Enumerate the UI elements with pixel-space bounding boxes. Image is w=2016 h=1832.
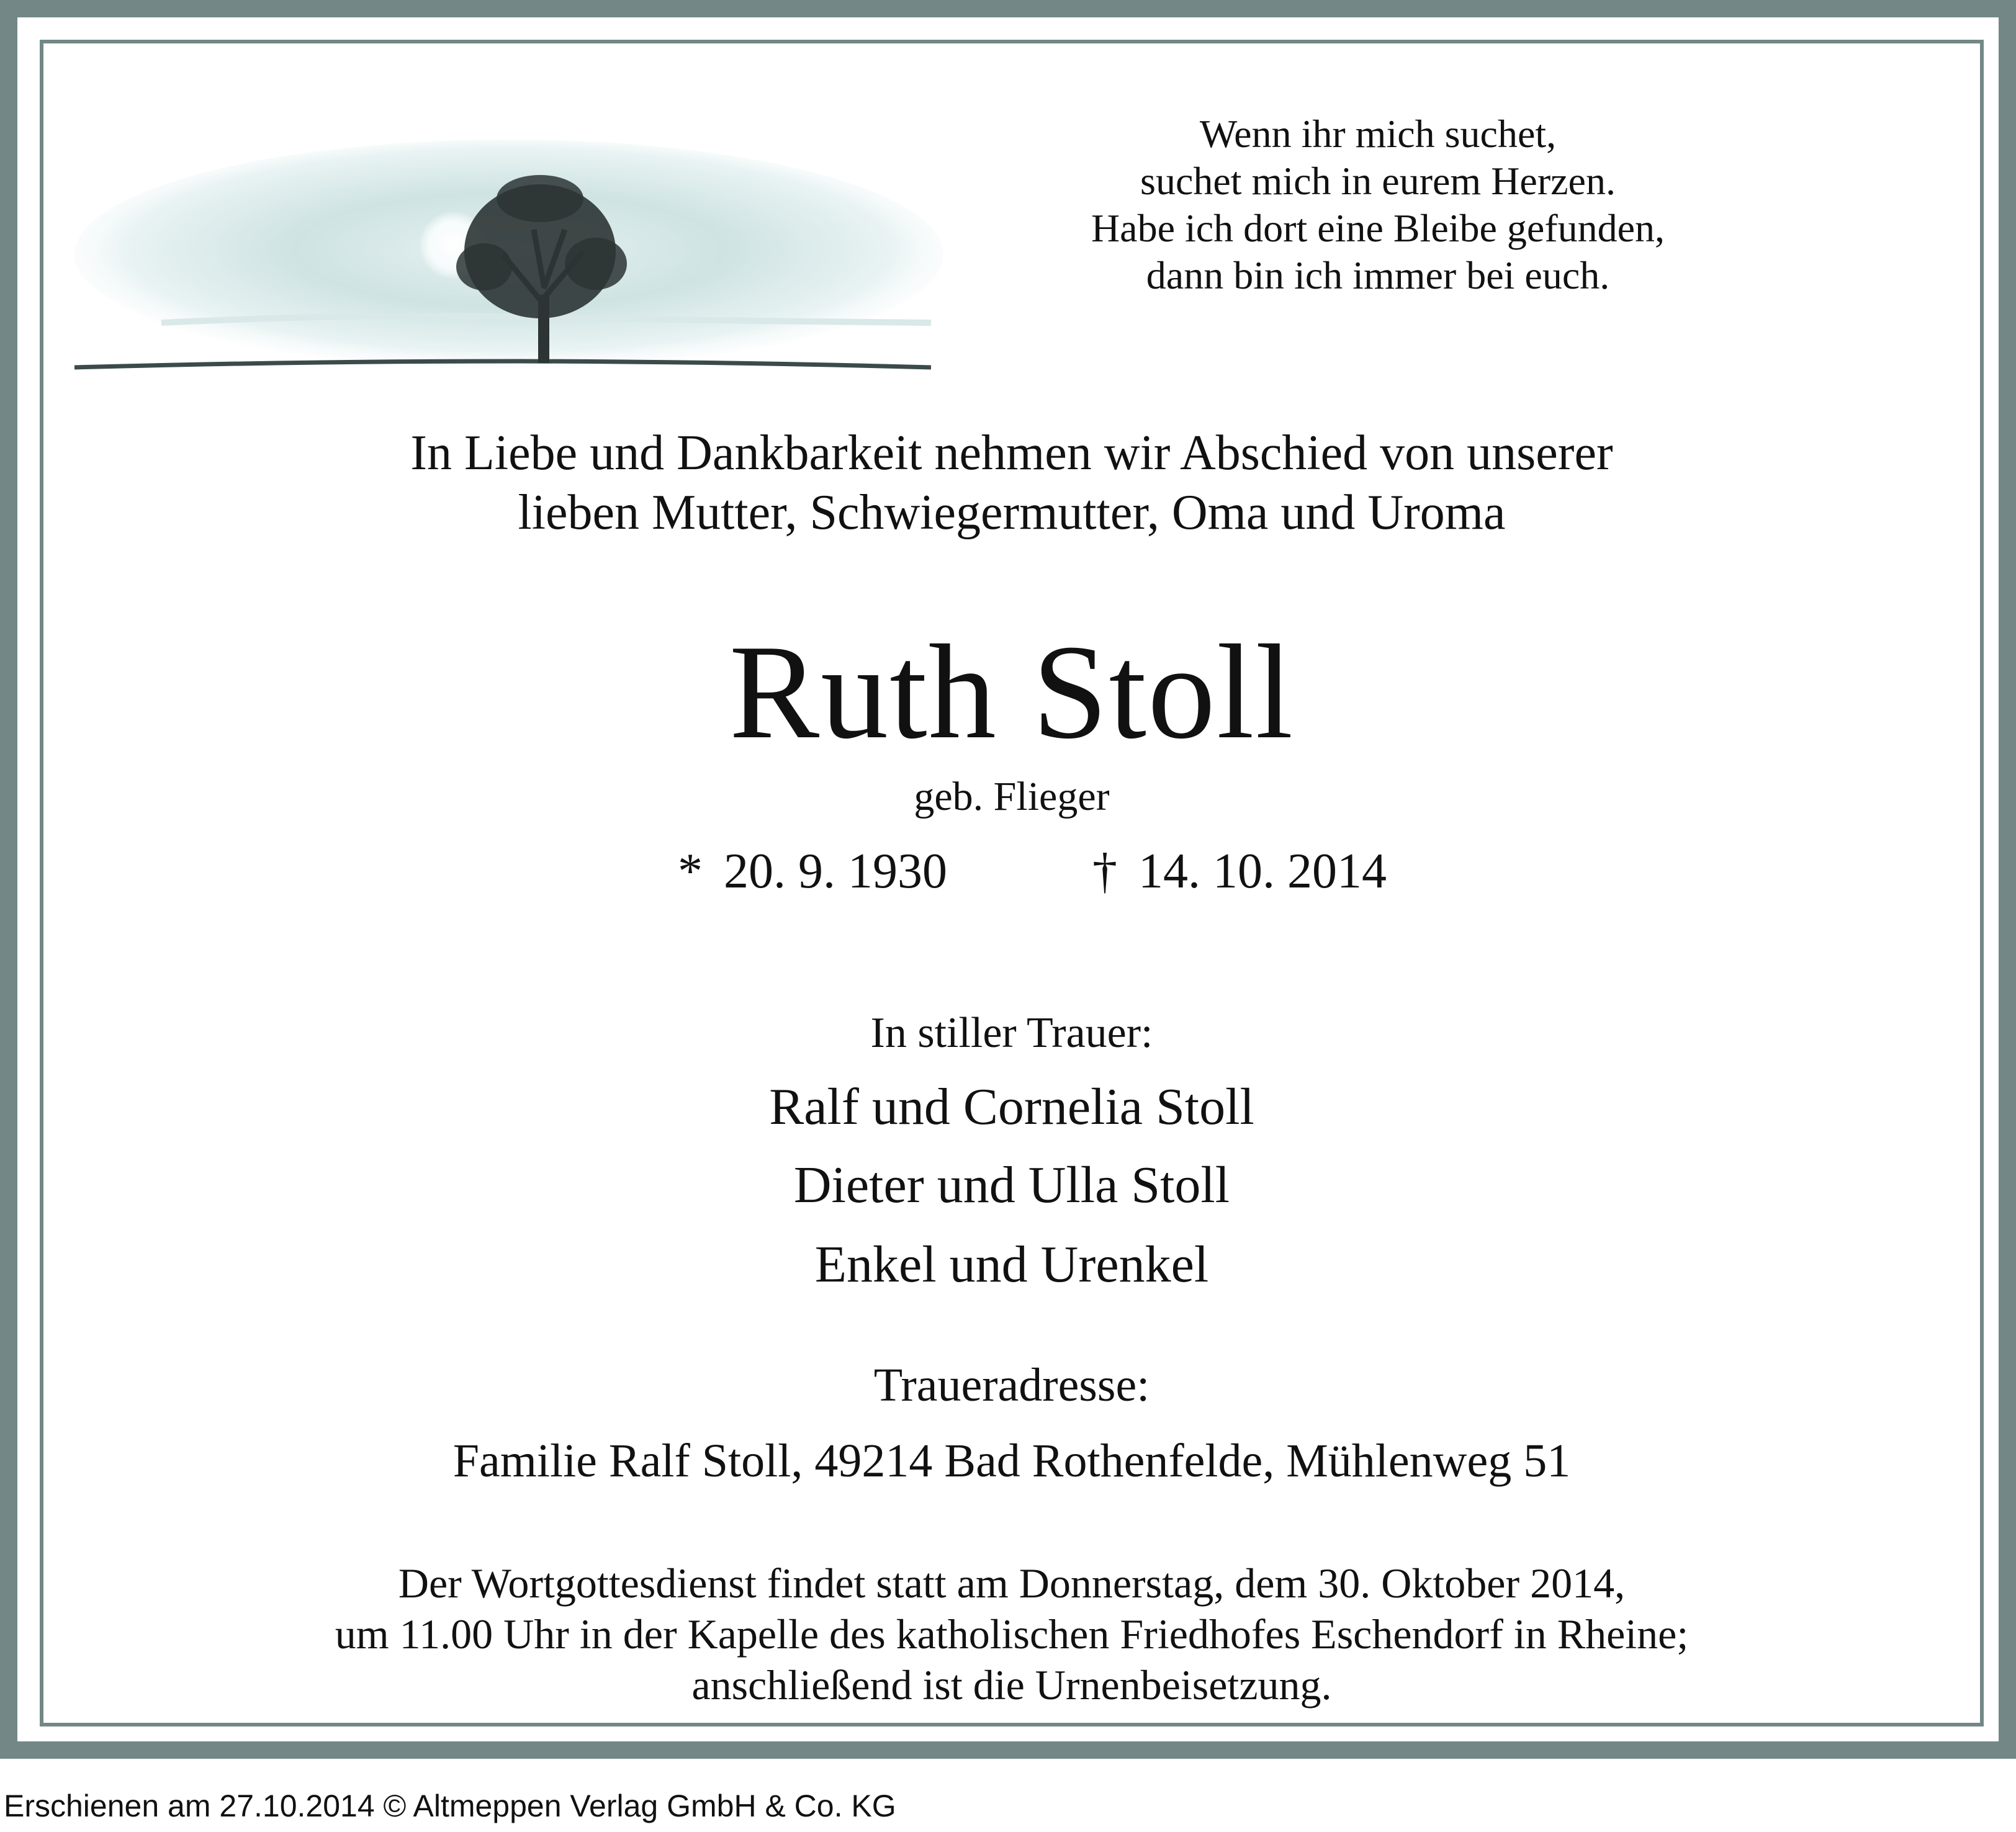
poem [974,110,1781,299]
intro-line-2: lieben Mutter, Schwiegermutter, Oma und Uroma [518,485,1506,540]
tree-illustration [50,137,956,397]
death-date [1092,842,1387,901]
birth-date [678,842,947,901]
publication-footer: Erschienen am 27.10.2014 © Altmeppen Verlag GmbH & Co. KG [4,1789,896,1823]
intro-line-1: In Liebe und Dankbarkeit nehmen wir Abschied von unserer [410,426,1613,480]
service-line: um 11.00 Uhr in der Kapelle des katholischen Friedhofes Eschendorf in Rheine; [335,1610,1689,1658]
poem-line: Wenn ihr mich suchet, [1199,112,1557,156]
mourner-name: Ralf und Cornelia Stoll [769,1078,1254,1136]
poem-line: dann bin ich immer bei euch. [1146,253,1610,297]
address-label: Traueradresse: [873,1359,1150,1411]
mourner-name: Dieter und Ulla Stoll [793,1156,1230,1214]
service-line: anschließend ist die Urnenbeisetzung. [691,1661,1332,1709]
mourning-label: In stiller Trauer: [870,1009,1153,1057]
birth-date-value: 20. 9. 1930 [724,844,947,899]
death-date-value: 14. 10. 2014 [1138,844,1387,899]
maiden-name: geb. Flieger [914,774,1110,819]
death-dagger-icon: † [1092,844,1117,899]
mourner-name: Enkel und Urenkel [814,1236,1209,1293]
birth-star-icon: * [678,844,703,899]
intro-text [43,423,1980,542]
deceased-name: Ruth Stoll [729,617,1295,767]
obituary-frame-inner [40,40,1984,1726]
service-line: Der Wortgottesdienst findet statt am Donnerstag, dem 30. Oktober 2014, [398,1560,1626,1607]
poem-line: Habe ich dort eine Bleibe gefunden, [1091,206,1665,250]
poem-line: suchet mich in eurem Herzen. [1140,159,1616,203]
service-info [43,1558,1980,1710]
mourning-address: Familie Ralf Stoll, 49214 Bad Rothenfelde, Mühlenweg 51 [452,1435,1571,1487]
